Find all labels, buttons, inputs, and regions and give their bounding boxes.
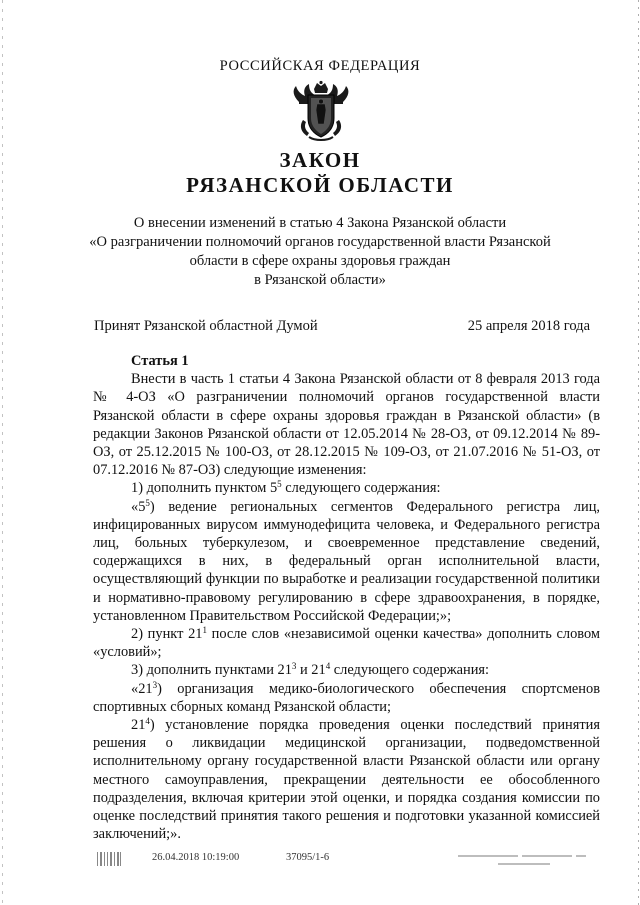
quote-21-3-text: ) организация медико-биологического обеспечения спортсменов спортивных сборных команд Рязанской области; xyxy=(93,680,600,715)
subject-line: О внесении изменений в статью 4 Закона Рязанской области xyxy=(133,215,507,231)
subject-line: «О разграничении полномочий органов государственной власти Рязанской xyxy=(89,234,551,250)
quote-5-5-open: «5 xyxy=(131,498,146,515)
item-2 xyxy=(93,625,600,661)
adoption-line xyxy=(94,318,590,335)
law-title xyxy=(0,148,640,198)
item-1-prefix: 1) дополнить пунктом 5 xyxy=(131,480,278,497)
quote-21-4-open: 21 xyxy=(131,717,146,734)
item-1 xyxy=(93,479,600,497)
faded-stamp xyxy=(458,852,588,870)
scan-edge-right xyxy=(638,0,639,905)
law-title-line-1: ЗАКОН xyxy=(279,148,361,172)
item-3-sup-a: 3 xyxy=(291,661,297,672)
quote-21-4 xyxy=(93,716,600,843)
quote-21-3 xyxy=(93,680,600,716)
quote-5-5 xyxy=(93,498,600,625)
law-subject xyxy=(0,214,640,290)
country-heading: РОССИЙСКАЯ ФЕДЕРАЦИЯ xyxy=(219,58,421,74)
item-2-prefix: 2) пункт 21 xyxy=(131,626,203,643)
subject-line: области в сфере охраны здоровья граждан xyxy=(189,253,451,269)
law-title-line-2: РЯЗАНСКОЙ ОБЛАСТИ xyxy=(186,173,454,197)
coat-of-arms-icon xyxy=(291,80,351,142)
item-1-suffix: следующего содержания: xyxy=(281,480,441,497)
adoption-date: 25 апреля 2018 года xyxy=(467,318,590,334)
item-3 xyxy=(93,661,600,679)
quote-5-5-text: ) ведение региональных сегментов Федерального регистра лиц, инфицированных вирусом иммунодефицита человека, и Федерального регистра лиц, больных туберкулезом, и своевременное представление сведений, содержащихся в них, в федеральный орган исполнительной власти, осуществляющий функции по выработке и реализации государственной политики и нормативно-правовому регулированию в сфере здравоохранения, в порядке, установленном Правительством Российской Федерации;»; xyxy=(93,498,600,624)
article-body xyxy=(93,352,600,843)
item-2-suffix: после слов «независимой оценки качества» дополнить словом «условий»; xyxy=(93,626,600,661)
footer-doc-number: 37095/1-6 xyxy=(286,852,330,863)
item-3-sup-b: 4 xyxy=(325,661,331,672)
item-3-prefix: 3) дополнить пунктами 21 xyxy=(131,662,292,679)
article-heading: Статья 1 xyxy=(131,353,189,369)
quote-21-4-sup: 4 xyxy=(145,716,150,727)
quote-21-3-open: «21 xyxy=(131,680,153,697)
item-3-mid: и 21 xyxy=(296,662,326,679)
item-3-suffix: следующего содержания: xyxy=(330,662,490,679)
barcode-icon xyxy=(96,850,122,868)
article-intro: Внести в часть 1 статьи 4 Закона Рязанской области от 8 февраля 2013 года № 4-ОЗ «О разграничении полномочий органов государственной власти Рязанской области в сфере охраны здоровья граждан в Рязанской области» (в редакции Законов Рязанской области от 12.05.2014 № 28-ОЗ, от 09.12.2014 № 89-ОЗ, от 25.12.2015 № 100-ОЗ, от 28.12.2015 № 109-ОЗ, от 21.07.2016 № 51-ОЗ, от 07.12.2016 № 87-ОЗ) следующие изменения: xyxy=(93,371,600,479)
quote-5-5-sup: 5 xyxy=(145,497,150,508)
subject-line: в Рязанской области» xyxy=(254,272,386,288)
item-2-sup: 1 xyxy=(202,625,207,636)
quote-21-3-sup: 3 xyxy=(152,679,158,690)
scan-edge-left xyxy=(2,0,3,905)
footer-timestamp: 26.04.2018 10:19:00 xyxy=(152,852,240,863)
item-1-sup: 5 xyxy=(277,479,282,490)
quote-21-4-text: ) установление порядка проведения оценки последствий принятия решения о ликвидации медицинской организации, подведомственной исполнительному органу государственной власти Рязанской области или органу местного самоуправления, прекращении деятельности ее обособленного подразделения, включая критерии этой оценки, и порядка создания комиссии по оценке последствий принятия такого решения и подготовки указанной комиссией заключений;». xyxy=(93,717,600,843)
adopted-by: Принят Рязанской областной Думой xyxy=(94,318,318,334)
